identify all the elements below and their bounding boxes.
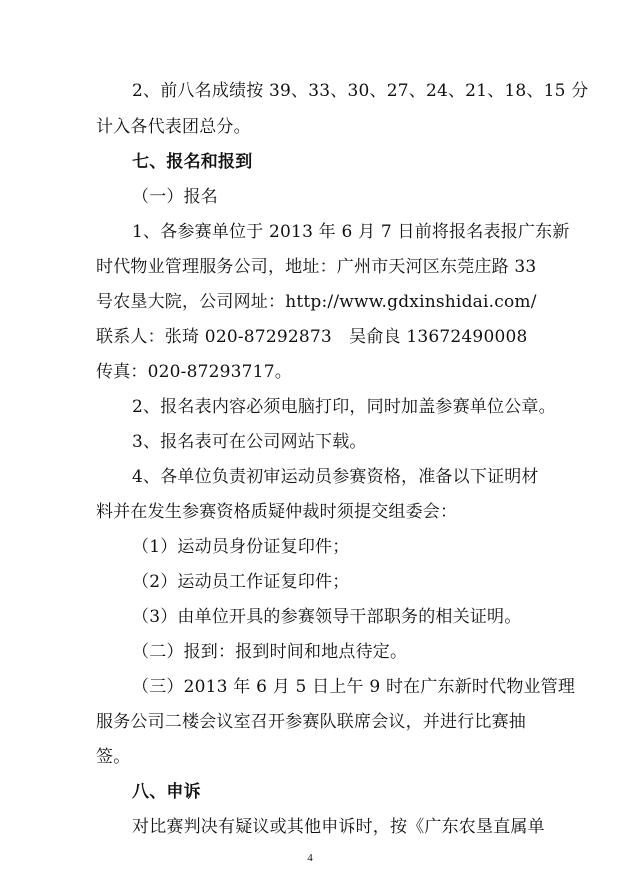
- subsection-meeting-line-3: 签。: [96, 747, 131, 767]
- subsection-check-in: （二）报到：报到时间和地点待定。: [132, 642, 408, 662]
- page-number: 4: [307, 852, 313, 864]
- appeal-paragraph-line-1: 对比赛判决有疑议或其他申诉时，按《广东农垦直属单: [132, 817, 545, 837]
- paragraph-scoring-rule-line-2: 计入各代表团总分。: [96, 117, 251, 137]
- registration-item-3: 3、报名表可在公司网站下载。: [132, 432, 367, 452]
- required-document-2: （2）运动员工作证复印件；: [132, 572, 350, 592]
- fax-line: 传真：020-87293717。: [96, 362, 292, 382]
- registration-item-1-line-1: 1、各参赛单位于 2013 年 6 月 7 日前将报名表报广东新: [132, 222, 570, 242]
- registration-item-2: 2、报名表内容必须电脑打印，同时加盖参赛单位公章。: [132, 397, 556, 417]
- required-document-3: （3）由单位开具的参赛领导干部职务的相关证明。: [132, 607, 522, 627]
- section-heading-registration: 七、报名和报到: [132, 152, 253, 172]
- required-document-1: （1）运动员身份证复印件；: [132, 537, 350, 557]
- subsection-meeting-line-1: （三）2013 年 6 月 5 日上午 9 时在广东新时代物业管理: [132, 677, 576, 697]
- section-heading-appeal: 八、申诉: [132, 782, 201, 802]
- registration-item-1-line-3: 号农垦大院，公司网址：http://www.gdxinshidai.com/: [96, 292, 537, 312]
- subsection-heading-registration: （一）报名: [132, 187, 218, 207]
- subsection-meeting-line-2: 服务公司二楼会议室召开参赛队联席会议，并进行比赛抽: [96, 712, 526, 732]
- registration-item-1-line-2: 时代物业管理服务公司，地址：广州市天河区东莞庄路 33: [96, 257, 537, 277]
- registration-item-4-line-1: 4、各单位负责初审运动员参赛资格，准备以下证明材: [132, 467, 539, 487]
- registration-item-4-line-2: 料并在发生参赛资格质疑仲裁时须提交组委会：: [96, 502, 458, 522]
- paragraph-scoring-rule-line-1: 2、前八名成绩按 39、33、30、27、24、21、18、15 分: [132, 81, 589, 101]
- contact-line: 联系人：张琦 020-87292873 吴俞良 13672490008: [96, 327, 528, 347]
